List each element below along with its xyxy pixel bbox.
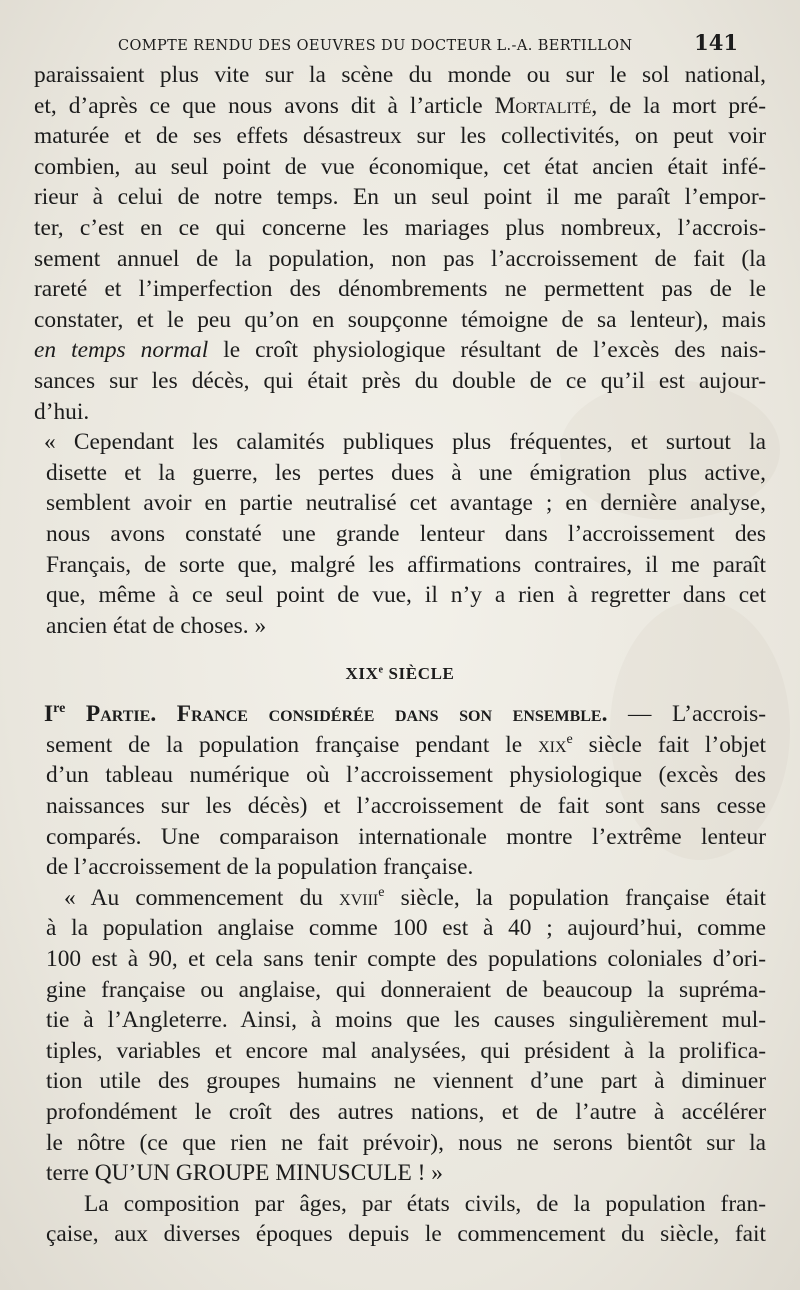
running-title: COMPTE RENDU DES OEUVRES DU DOCTEUR L.-A. BERTILLON [118,38,633,54]
text-line: Français, de sorte que, malgré les affirmations contraires, il me paraît [46,551,766,578]
text-line: tion utile des groupes humains ne viennent d’une part à diminuer [46,1068,766,1095]
text-line: gine française ou anglaise, qui donneraient de beaucoup la supréma- [46,976,766,1003]
text-line: de l’accroissement de la population française. [46,854,474,881]
text-line: paraissaient plus vite sur la scène du monde ou sur le sol national, [34,62,766,88]
text-line: disette et la guerre, les pertes dues à une émigration plus active, [46,459,766,486]
text-line: 100 est à 90, et cela sans tenir compte des populations coloniales d’ori- [46,946,766,973]
text-line: çaise, aux diverses époques depuis le commencement du siècle, fait [46,1221,766,1248]
text-line: sement de la population française pendant le xix$^e$ siècle fait l’objet [46,731,766,758]
text-line: ancien état de choses. » [46,612,267,639]
text-line: sement annuel de la population, non pas l’accroissement de fait (la [34,245,766,272]
text-line: sances sur les décès, qui était près du double de ce qu’il est aujour- [34,367,766,394]
section-heading: XIXe SIÈCLE [345,664,455,684]
text-line: rieur à celui de notre temps. En un seul point il me paraît l’empor- [34,184,766,211]
text-line: combien, au seul point de vue économique, cet état ancien était infé- [34,153,766,180]
text-line: terre QU’UN GROUPE MINUSCULE ! » [46,1160,443,1187]
text-line: constater, et le peu qu’on en soupçonne témoigne de sa lenteur), mais [34,306,766,333]
text-line: d’hui. [34,398,90,425]
text-line: semblent avoir en partie neutralisé cet avantage ; en dernière analyse, [46,490,766,517]
text-line: naissances sur les décès) et l’accroissement de fait sont sans cesse [46,793,766,820]
page-number: 141 [694,30,738,55]
italic-phrase: en temps normal [34,337,209,364]
part-heading-line: Ire Partie. France considérée dans son ensemble. — L’accrois- [44,700,766,728]
text-line: « Cependant les calamités publiques plus fréquentes, et surtout la [44,429,766,456]
part-heading: Partie. France considérée dans son ensemble. [65,701,608,728]
text-line: d’un tableau numérique où l’accroissement physiologique (excès des [46,762,766,789]
text-line: à la population anglaise comme 100 est à 40 ; aujourd’hui, comme [46,915,766,942]
part-ordinal: Ire [44,700,66,728]
text-line: ter, c’est en ce qui concerne les mariages plus nombreux, l’accrois- [34,214,766,241]
page-body [34,60,766,1250]
text-line: tie à l’Angleterre. Ainsi, à moins que les causes singulièrement mul- [46,1007,766,1034]
text-line: profondément le croît des autres nations, et de l’autre à accélérer [46,1099,766,1125]
text-line: nous avons constaté une grande lenteur dans l’accroissement des [46,520,766,547]
text-line: que, même à ce seul point de vue, il n’y a rien à regretter dans cet [46,582,766,609]
running-header [118,30,738,55]
text-line: « Au commencement du xviii$^e$ siècle, la population française était [64,884,766,911]
text-line: le nôtre (ce que rien ne fait prévoir), nous ne serons bientôt sur la [46,1129,766,1156]
text-line: tiples, variables et encore mal analysées, qui président à la prolifica- [46,1037,766,1064]
text-line: rareté et l’imperfection des dénombrements ne permettent pas de le [34,276,766,303]
text-line: comparés. Une comparaison internationale montre l’extrême lenteur [46,823,766,850]
text-line: La composition par âges, par états civils, de la population fran- [84,1190,766,1217]
text-line: maturée et de ses effets désastreux sur les collectivités, on peut voir [34,123,766,150]
text-line: en temps normal le croît physiologique résultant de l’excès des nais- [34,337,766,364]
article-reference: Mortalité [494,92,592,119]
text-line: et, d’après ce que nous avons dit à l’article Mortalité, de la mort pré- [34,92,766,119]
